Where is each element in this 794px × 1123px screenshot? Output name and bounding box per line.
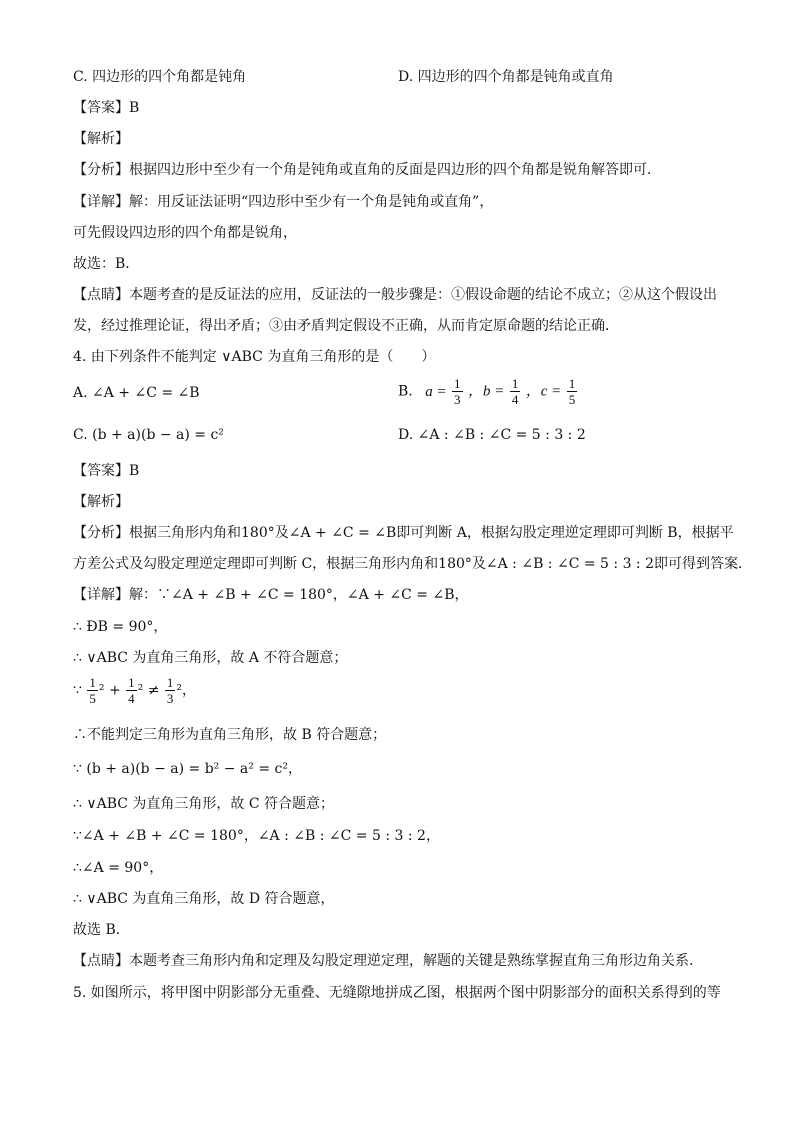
- q4-detail-7: ∴ ∨ABC 为直角三角形，故 C 符合题意；: [73, 796, 335, 812]
- fraction-one-fifth: [567, 377, 578, 406]
- q4-option-b-b: ，b =: [467, 383, 505, 400]
- fraction-one-third: [452, 377, 463, 406]
- q4-option-b-a: a =: [425, 383, 447, 400]
- fraction-one-fourth: [510, 377, 521, 406]
- q3-analysis: 【分析】根据四边形中至少有一个角是钝角或直角的反面是四边形的四个角都是锐角解答即可．: [73, 162, 661, 178]
- fraction-one-fifth: [87, 676, 98, 705]
- q3-jiexi: 【解析】: [73, 131, 129, 147]
- q4-stem: 4. 由下列条件不能判定 ∨ABC 为直角三角形的是（ ）: [73, 349, 436, 365]
- q4-detail-8: ∵∠A + ∠B + ∠C = 180°，∠A : ∠B : ∠C = 5 : 3 : 2，: [73, 828, 440, 844]
- q3-detail-3: 故选：B．: [73, 256, 140, 272]
- q3-detail-2: 可先假设四边形的四个角都是锐角，: [73, 225, 297, 241]
- because-symbol: ∵: [73, 682, 82, 699]
- q3-option-d: D. 四边形的四个角都是钝角或直角: [398, 69, 614, 85]
- q4-option-d: D. ∠A : ∠B : ∠C = 5 : 3 : 2: [398, 427, 586, 443]
- squared-plus: ² +: [98, 682, 121, 699]
- denominator: 4: [511, 392, 519, 407]
- fraction-one-fourth: [126, 676, 137, 705]
- q4-detail-9: ∴∠A = 90°，: [73, 860, 164, 876]
- q4-option-b: [398, 377, 578, 406]
- q4-analysis-1: 【分析】根据三角形内角和180°及∠A + ∠C = ∠B即可判断 A，根据勾股定理逆定理即可判断 B，根据平: [73, 525, 734, 541]
- q4-detail-3: ∴ ∨ABC 为直角三角形，故 A 不符合题意；: [73, 650, 348, 666]
- denominator: 5: [568, 392, 576, 407]
- q4-detail-11: 故选 B．: [73, 922, 130, 938]
- numerator: 1: [454, 376, 461, 391]
- denominator: 5: [89, 691, 96, 706]
- q4-option-b-c: ，c =: [525, 383, 562, 400]
- denominator: 3: [454, 392, 461, 407]
- q4-option-b-prefix: B.: [398, 383, 413, 400]
- q4-comment: 【点睛】本题考查三角形内角和定理及勾股定理逆定理，解题的关键是熟练掌握直角三角形边角关系．: [73, 953, 703, 969]
- q4-detail-6: ∵ (b + a)(b − a) = b² − a² = c²，: [73, 761, 302, 777]
- q4-detail-5: ∴不能判定三角形为直角三角形，故 B 符合题意；: [73, 727, 387, 743]
- squared-end: ²，: [176, 682, 196, 699]
- numerator: 1: [511, 376, 519, 391]
- q3-detail-1: 【详解】解：用反证法证明“四边形中至少有一个角是钝角或直角”，: [73, 194, 494, 210]
- q4-detail-4: [73, 676, 196, 705]
- q4-jiexi: 【解析】: [73, 494, 129, 510]
- q3-comment-1: 【点睛】本题考查的是反证法的应用，反证法的一般步骤是：①假设命题的结论不成立；②从这个假设出: [73, 287, 717, 303]
- q3-answer: 【答案】B: [73, 100, 140, 116]
- numerator: 1: [568, 376, 576, 391]
- q4-detail-2: ∴ ÐB = 90°，: [73, 619, 168, 635]
- numerator: 1: [128, 675, 135, 690]
- q4-detail-1: 【详解】解：∵∠A + ∠B + ∠C = 180°，∠A + ∠C = ∠B，: [73, 587, 469, 603]
- denominator: 3: [166, 691, 174, 706]
- q4-analysis-2: 方差公式及勾股定理逆定理即可判断 C，根据三角形内角和180°及∠A : ∠B : ∠C = 5 : 3 : 2即可得到答案．: [73, 556, 753, 572]
- q4-option-c: C. (b + a)(b − a) = c²: [73, 427, 224, 443]
- q3-option-c: C. 四边形的四个角都是钝角: [73, 69, 247, 85]
- fraction-one-third: [165, 676, 176, 705]
- q4-option-a: A. ∠A + ∠C = ∠B: [73, 385, 200, 401]
- numerator: 1: [89, 675, 96, 690]
- numerator: 1: [166, 675, 174, 690]
- q3-comment-2: 发，经过推理论证，得出矛盾；③由矛盾判定假设不正确，从而肯定原命题的结论正确．: [73, 318, 619, 334]
- q5-stem: 5. 如图所示，将甲图中阴影部分无重叠、无缝隙地拼成乙图，根据两个图中阴影部分的面积关系得到的等: [73, 985, 721, 1001]
- q4-detail-10: ∴ ∨ABC 为直角三角形，故 D 符合题意，: [73, 891, 335, 907]
- q4-answer: 【答案】B: [73, 463, 140, 479]
- squared-neq: ² ≠: [137, 682, 160, 699]
- denominator: 4: [128, 691, 135, 706]
